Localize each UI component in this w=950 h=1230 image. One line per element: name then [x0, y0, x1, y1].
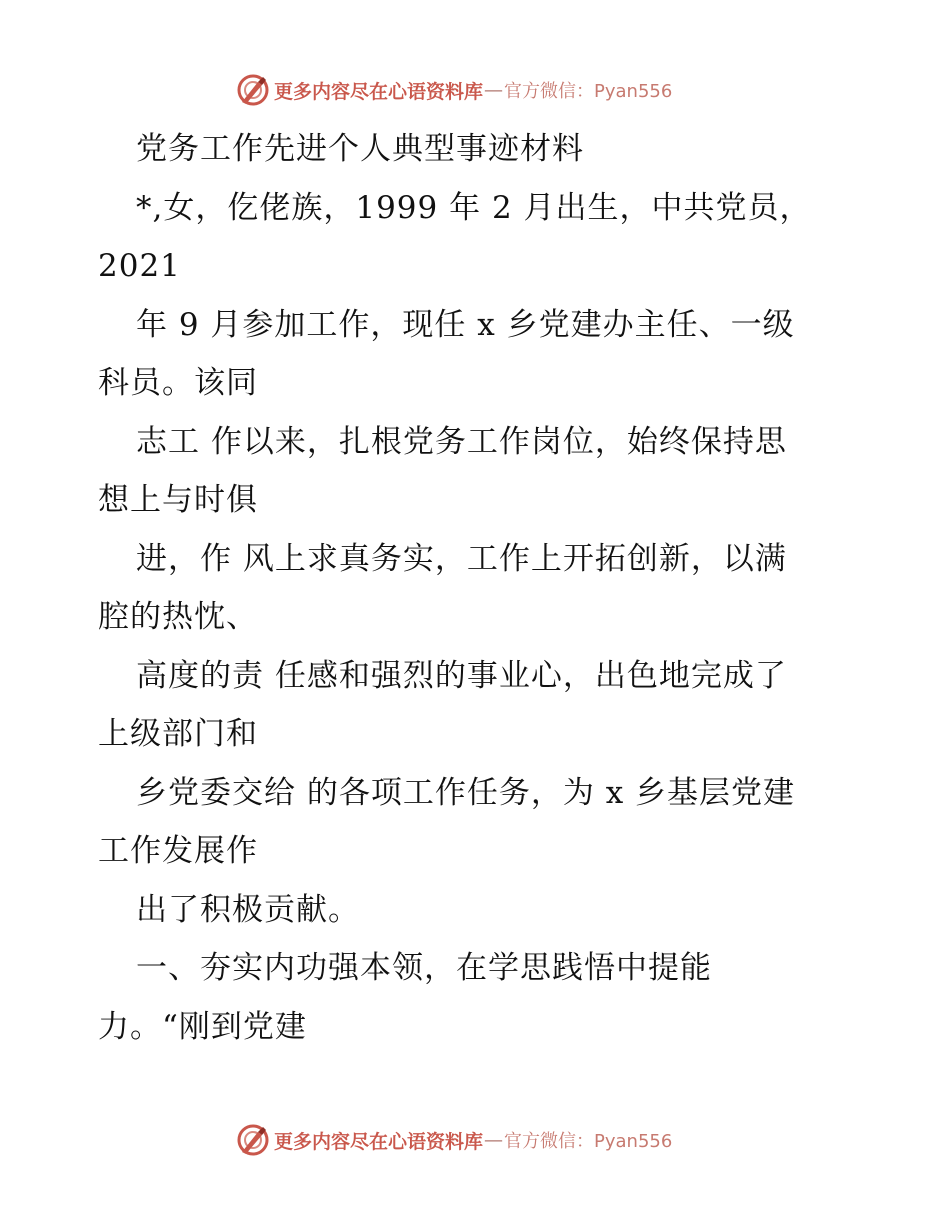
footer-banner: [236, 1122, 672, 1158]
header-banner: [236, 72, 672, 108]
banner-dash: —: [484, 1129, 504, 1151]
text-line: 力。“刚到党建: [98, 1008, 307, 1045]
banner-wechat-text: 官方微信：Pyan556: [504, 81, 673, 102]
pen-logo-icon: [236, 73, 270, 107]
text-line: 科员。该同: [98, 365, 258, 401]
text-line: 乡党委交给 的各项工作任务，为 x 乡基层党建: [136, 774, 796, 811]
text-line: 一、夯实内功强本领，在学思践悟中提能: [136, 950, 712, 986]
pen-logo-icon: [236, 1123, 270, 1157]
text-line: 上级部门和: [98, 716, 258, 752]
banner-main-text: 更多内容尽在心语资料库: [274, 80, 484, 103]
banner-main-text: 更多内容尽在心语资料库: [274, 1130, 484, 1153]
text-line: 出了积极贡献。: [136, 891, 360, 928]
text-line: 工作发展作: [98, 833, 258, 869]
text-line: 腔的热忱、: [98, 599, 258, 635]
banner-wechat-text: 官方微信：Pyan556: [504, 1131, 673, 1152]
text-line: 年 9 月参加工作，现任 x 乡党建办主任、一级: [136, 306, 795, 343]
text-line: 高度的责 任感和强烈的事业心，出色地完成了: [136, 657, 787, 694]
text-line: 进，作 风上求真务实，工作上开拓创新，以满: [136, 540, 787, 577]
document-body: [98, 120, 918, 1056]
text-line: 2021: [98, 248, 181, 284]
banner-dash: —: [484, 79, 504, 101]
text-line: 志工 作以来，扎根党务工作岗位，始终保持思: [136, 423, 787, 460]
text-line: *,女，仡佬族，1999 年 2 月出生，中共党员，: [136, 189, 812, 226]
text-line: 想上与时俱: [98, 482, 258, 518]
text-line: 党务工作先进个人典型事迹材料: [136, 131, 584, 167]
